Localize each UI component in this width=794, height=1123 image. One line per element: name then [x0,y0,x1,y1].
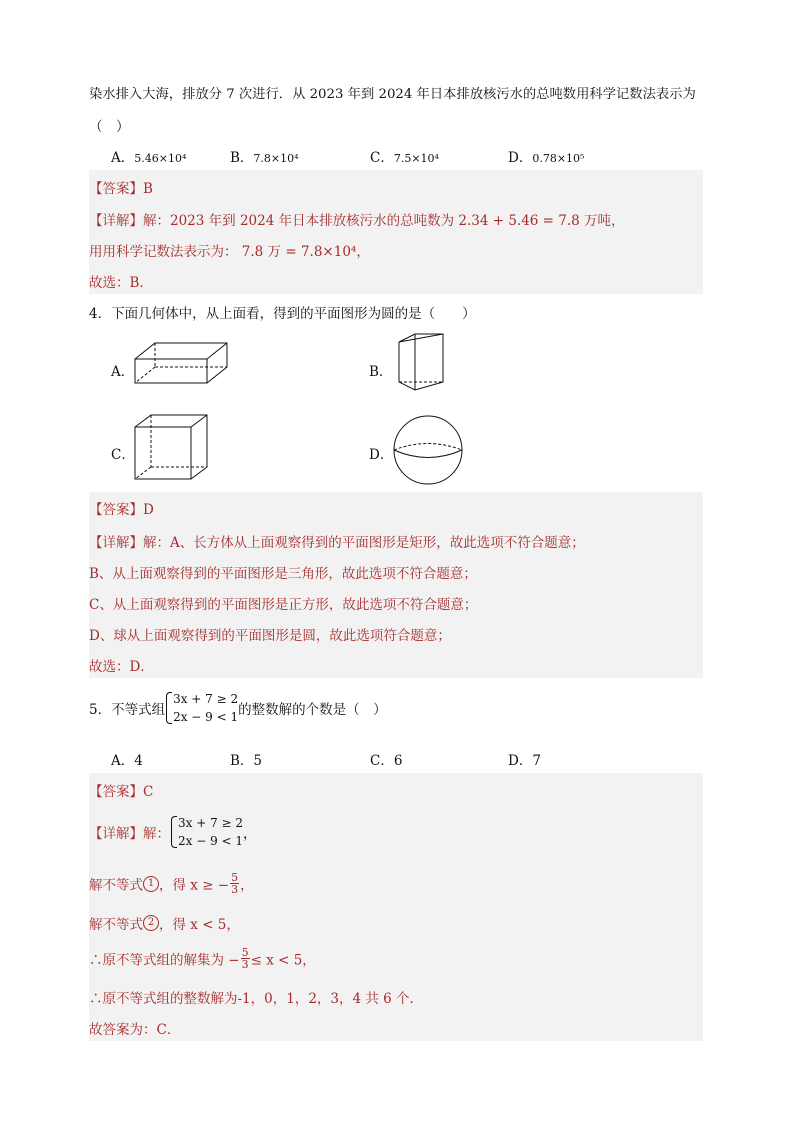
q3-detail-line1: 【详解】解：2023 年到 2024 年日本排放核污水的总吨数为 2.34 + 5.46 = 7.8 万吨， [89,213,625,229]
q5-option-a[interactable]: A．4 [111,753,143,769]
answer-tag: 【答案】 [89,784,143,800]
cuboid-figure [133,341,233,385]
q4-stem: 4．下面几何体中，从上面看，得到的平面图形为圆的是（ ） [89,306,476,322]
answer-value: D [143,502,154,518]
q3-stem-line1: 染水排入大海，排放分 7 次进行．从 2023 年到 2024 年日本排放核污水的总吨数用科学记数法表示为 [89,87,696,102]
answer-tag: 【答案】 [89,181,143,197]
fraction: $\frac{5}{3}$ [241,946,249,971]
q4-detail-line2: B、从上面观察得到的平面图形是三角形，故此选项不符合题意； [89,566,477,582]
q5-step1: 解不等式 1 ，得 x ≥ − $\frac{5}{3}$ ， [89,871,254,896]
q4-detail-line1: 【详解】解：A、长方体从上面观察得到的平面图形是矩形，故此选项不符合题意； [89,535,585,551]
q5-step4: ∴原不等式组的整数解为-1，0，1，2，3，4 共 6 个． [89,991,424,1007]
q3-option-b[interactable]: B．7.8×10⁴ [230,150,299,166]
triangular-prism-figure [389,332,449,392]
q5-step2: 解不等式 2 ，得 x < 5， [89,917,240,933]
detail-tag: 【详解】 [89,826,143,842]
detail-tag: 【详解】 [89,535,143,551]
circled-number-1: 1 [143,876,159,892]
q4-answer [89,498,154,518]
answer-tag: 【答案】 [89,502,143,518]
q4-label-b[interactable]: B． [369,364,393,380]
q3-answer-panel [89,170,703,294]
q4-detail-line4: D、球从上面观察得到的平面图形是圆，故此选项符合题意； [89,628,451,644]
q5-detail-system: 【详解】解： 3x + 7 ≥ 2 2x − 9 < 1 ， [89,816,257,848]
inequality-system: 3x + 7 ≥ 2 2x − 9 < 1 [170,814,243,850]
q5-option-b[interactable]: B．5 [230,753,263,769]
q3-stem-line2: （ ） [89,119,130,135]
q5-step3: ∴原不等式组的解集为 − $\frac{5}{3}$ ≤ x < 5， [89,946,316,971]
q5-option-d[interactable]: D．7 [508,753,541,769]
cube-figure [133,413,209,481]
q5-option-c[interactable]: C．6 [370,753,403,769]
q5-final: 故答案为：C． [89,1022,181,1038]
inequality-system: 3x + 7 ≥ 2 2x − 9 < 1 [165,690,238,726]
q3-detail-line2: 用用科学记数法表示为： 7.8 万 = 7.8×10⁴， [89,244,370,260]
q5-answer [89,780,153,800]
detail-tag: 【详解】 [89,213,143,229]
circled-number-2: 2 [143,915,159,931]
answer-value: B [143,181,153,197]
answer-value: C [143,784,154,800]
q4-label-c[interactable]: C． [111,447,135,463]
q3-option-d[interactable]: D．0.78×10⁵ [508,150,585,166]
q3-option-a[interactable]: A．5.46×10⁴ [111,150,187,166]
q4-detail-line3: C、从上面观察得到的平面图形是正方形，故此选项不符合题意； [89,597,478,613]
q4-label-a[interactable]: A． [111,364,135,380]
q3-detail-line3: 故选：B． [89,275,153,291]
q3-option-c[interactable]: C．7.5×10⁴ [370,150,439,166]
sphere-figure [391,413,465,487]
q4-detail-line5: 故选：D． [89,659,154,675]
q4-answer-panel [89,492,703,678]
q4-label-d[interactable]: D． [369,447,394,463]
q3-answer [89,177,153,197]
fraction: $\frac{5}{3}$ [231,871,239,896]
q5-stem: 5．不等式组 3x + 7 ≥ 2 2x − 9 < 1 的整数解的个数是（ ） [89,692,387,724]
